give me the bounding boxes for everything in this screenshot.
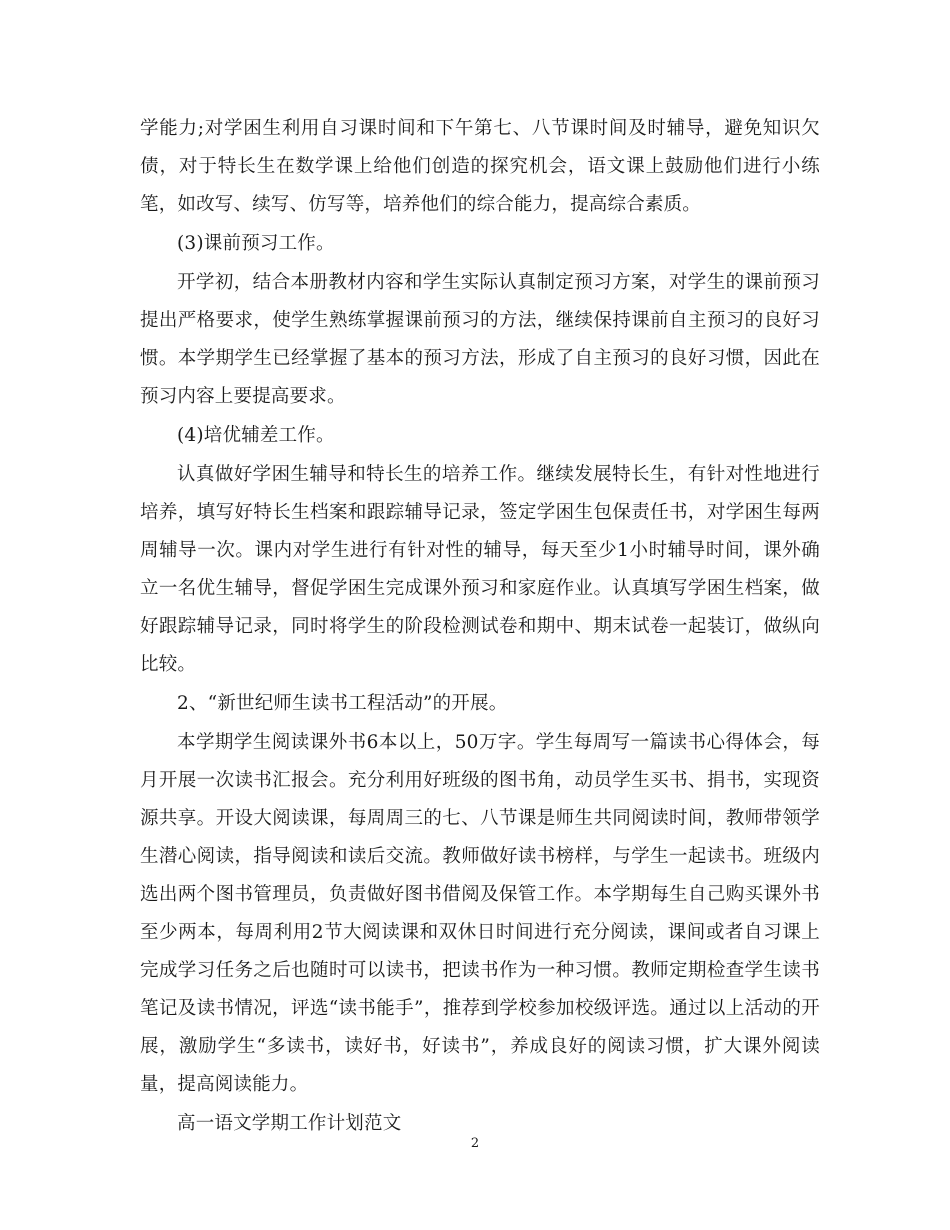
page-number: 2 — [470, 1136, 480, 1151]
document-body — [140, 110, 820, 1144]
paragraph-tutoring-work: 认真做好学困生辅导和特长生的培养工作。继续发展特长生，有针对性地进行培养，填写好特长生档案和跟踪辅导记录，签定学困生包保责任书，对学困生每两周辅导一次。课内对学生进行有针对性的辅导，每天至少1小时辅导时间，课外确立一名优生辅导，督促学困生完成课外预习和家庭作业。认真填写学困生档案，做好跟踪辅导记录，同时将学生的阶段检测试卷和期中、期末试卷一起装订，做纵向比较。 — [140, 464, 820, 675]
section-title-plan: 高一语文学期工作计划范文 — [177, 1113, 402, 1134]
heading-preview-work: (3)课前预习工作。 — [177, 233, 335, 254]
paragraph-reading-project: 本学期学生阅读课外书6本以上，50万字。学生每周写一篇读书心得体会，每月开展一次读书汇报会。充分利用好班级的图书角，动员学生买书、捐书，实现资源共享。开设大阅读课，每周周三的七、八节课是师生共同阅读时间，教师带领学生潜心阅读，指导阅读和读后交流。教师做好读书榜样，与学生一起读书。班级内选出两个图书管理员，负责做好图书借阅及保管工作。本学期每生自己购买课外书至少两本，每周利用2节大阅读课和双休日时间进行充分阅读，课间或者自习课上完成学习任务之后也随时可以读书，把读书作为一种习惯。教师定期检查学生读书笔记及读书情况，评选“读书能手”，推荐到学校参加校级评选。通过以上活动的开展，激励学生“多读书，读好书，好读书”，养成良好的阅读习惯，扩大课外阅读量，提高阅读能力。 — [140, 732, 820, 1095]
paragraph-continuation: 学能力;对学困生利用自习课时间和下午第七、八节课时间及时辅导，避免知识欠债，对于特长生在数学课上给他们创造的探究机会，语文课上鼓励他们进行小练笔，如改写、续写、仿写等，培养他们的综合能力，提高综合素质。 — [140, 118, 820, 215]
paragraph-preview-work: 开学初，结合本册教材内容和学生实际认真制定预习方案，对学生的课前预习提出严格要求，使学生熟练掌握课前预习的方法，继续保持课前自主预习的良好习惯。本学期学生已经掌握了基本的预习方法，形成了自主预习的良好习惯，因此在预习内容上要提高要求。 — [140, 272, 820, 407]
heading-reading-project: 2、“新世纪师生读书工程活动”的开展。 — [177, 693, 508, 714]
heading-tutoring-work: (4)培优辅差工作。 — [177, 425, 335, 446]
